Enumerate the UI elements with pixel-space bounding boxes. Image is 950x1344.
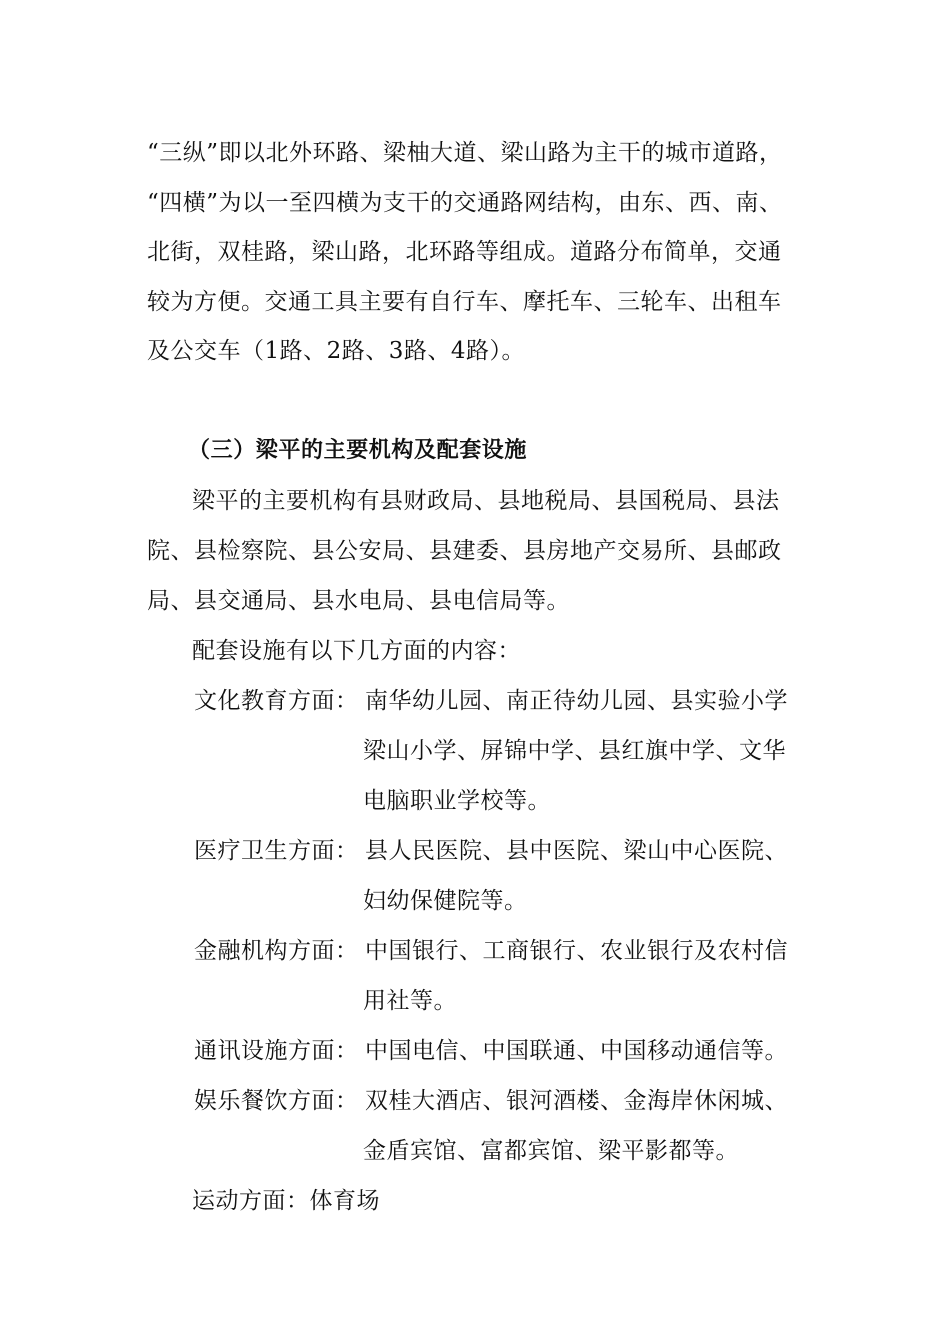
intro-line-1: “三纵”即以北外环路、梁柚大道、梁山路为主干的城市道路， — [147, 140, 783, 166]
facility-education-line-2: 梁山小学、屏锦中学、县红旗中学、文华 — [363, 738, 786, 764]
facilities-intro: 配套设施有以下几方面的内容： — [192, 638, 521, 664]
facility-finance-line-2: 用社等。 — [363, 988, 457, 1014]
facility-label-telecom: 通讯设施方面： — [194, 1038, 359, 1064]
facility-entertainment-line-1: 双桂大酒店、银河酒楼、金海岸休闲城、 — [365, 1088, 788, 1114]
institutions-line-2: 院、县检察院、县公安局、县建委、县房地产交易所、县邮政 — [147, 538, 782, 564]
facility-education-line-3: 电脑职业学校等。 — [363, 788, 551, 814]
intro-line-2: “四横”为以一至四横为支干的交通路网结构，由东、西、南、 — [147, 190, 783, 216]
intro-line-3: 北街，双桂路，梁山路，北环路等组成。道路分布简单，交通 — [147, 239, 782, 265]
intro-line-5: 及公交车（1路、2路、3路、4路）。 — [147, 338, 526, 364]
facility-education-line-1: 南华幼儿园、南正待幼儿园、县实验小学 — [365, 688, 788, 714]
facility-medical-line-2: 妇幼保健院等。 — [363, 888, 528, 914]
facility-telecom-line-1: 中国电信、中国联通、中国移动通信等。 — [365, 1038, 788, 1064]
facility-label-education: 文化教育方面： — [194, 688, 359, 714]
intro-line-4: 较为方便。交通工具主要有自行车、摩托车、三轮车、出租车 — [147, 289, 782, 315]
facility-medical-line-1: 县人民医院、县中医院、梁山中心医院、 — [365, 838, 788, 864]
facility-finance-line-1: 中国银行、工商银行、农业银行及农村信 — [365, 938, 788, 964]
facility-entertainment-line-2: 金盾宾馆、富都宾馆、梁平影都等。 — [363, 1138, 739, 1164]
institutions-line-3: 局、县交通局、县水电局、县电信局等。 — [147, 588, 570, 614]
facility-label-entertainment: 娱乐餐饮方面： — [194, 1088, 359, 1114]
facility-label-finance: 金融机构方面： — [194, 938, 359, 964]
sports-line: 运动方面：体育场 — [192, 1188, 380, 1214]
facility-label-medical: 医疗卫生方面： — [194, 838, 359, 864]
institutions-line-1: 梁平的主要机构有县财政局、县地税局、县国税局、县法 — [192, 488, 780, 514]
section-heading: （三）梁平的主要机构及配套设施 — [188, 438, 528, 463]
